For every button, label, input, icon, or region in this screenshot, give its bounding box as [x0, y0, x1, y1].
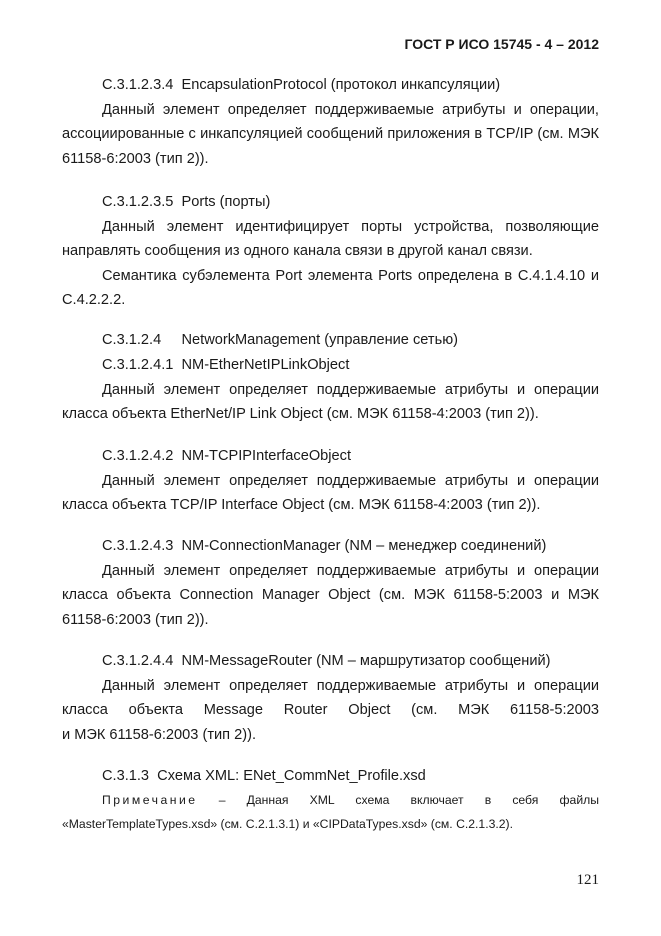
paragraph-line: класса объекта Message Router Object (см. МЭК 61158-5:2003: [62, 702, 599, 718]
paragraph-line: Данный элемент идентифицирует порты устройства, позволяющие: [102, 218, 599, 235]
section-heading: C.3.1.2.3.4 EncapsulationProtocol (протокол инкапсуляции): [102, 77, 501, 93]
section-heading: C.3.1.2.4.3 NM-ConnectionManager (NM – менеджер соединений): [102, 538, 547, 554]
document-header: ГОСТ Р ИСО 15745 - 4 – 2012: [404, 36, 599, 52]
paragraph-line: C.4.2.2.2.: [62, 292, 126, 308]
section: [62, 353, 599, 427]
paragraph: [62, 98, 599, 172]
paragraph-line: Данный элемент определяет поддерживаемые атрибуты и операции: [102, 677, 599, 694]
section: [62, 444, 599, 518]
paragraph: [62, 215, 599, 264]
paragraph: [62, 264, 599, 313]
section-heading: C.3.1.2.4.1 NM-EtherNetIPLinkObject: [102, 357, 350, 373]
section: [62, 649, 599, 747]
paragraph-line: Данный элемент определяет поддерживаемые атрибуты и операции: [102, 381, 599, 398]
page-number: 121: [576, 872, 599, 888]
paragraph-line: Семантика субэлемента Port элемента Ports определена в C.4.1.4.10 и: [102, 267, 599, 284]
paragraph-line: Данный элемент определяет поддерживаемые атрибуты и операции: [102, 562, 599, 579]
paragraph-line: 61158-6:2003 (тип 2)).: [62, 150, 209, 167]
note-line-1: [62, 788, 599, 813]
paragraph-line: направлять сообщения из одного канала связи в другой канал связи.: [62, 243, 533, 259]
paragraph-line: класса объекта EtherNet/IP Link Object (см. МЭК 61158-4:2003 (тип 2)).: [62, 406, 539, 422]
section-heading: C.3.1.3 Схема XML: ENet_CommNet_Profile.xsd: [102, 768, 426, 784]
paragraph: [62, 674, 599, 748]
note: [62, 788, 599, 835]
section: [62, 73, 599, 171]
paragraph-line: и МЭК 61158-6:2003 (тип 2)).: [62, 726, 257, 743]
section: [62, 534, 599, 632]
section-heading: C.3.1.2.3.5 Ports (порты): [102, 194, 271, 210]
note-text: – Данная XML схема включает в себя файлы: [218, 793, 599, 807]
paragraph-line: Данный элемент определяет поддерживаемые атрибуты и операции: [102, 472, 599, 489]
paragraph-line: Данный элемент определяет поддерживаемые атрибуты и операции,: [102, 101, 599, 118]
section: [62, 328, 599, 353]
section-heading: C.3.1.2.4 NetworkManagement (управление сетью): [102, 332, 459, 348]
paragraph: [62, 378, 599, 427]
section-heading: C.3.1.2.4.4 NM-MessageRouter (NM – маршрутизатор сообщений): [102, 653, 551, 669]
note-line-2: «MasterTemplateTypes.xsd» (см. C.2.1.3.1) и «CIPDataTypes.xsd» (см. C.2.1.3.2).: [62, 816, 513, 831]
section: [62, 190, 599, 313]
paragraph-line: 61158-6:2003 (тип 2)).: [62, 611, 209, 628]
paragraph: [62, 469, 599, 518]
section: [62, 764, 599, 789]
paragraph-line: ассоциированные с инкапсуляцией сообщений приложения в TCP/IP (см. МЭК: [62, 126, 599, 142]
section-heading: C.3.1.2.4.2 NM-TCPIPInterfaceObject: [102, 448, 351, 464]
note-label: Примечание: [102, 793, 198, 807]
paragraph-line: класса объекта TCP/IP Interface Object (см. МЭК 61158-4:2003 (тип 2)).: [62, 497, 541, 513]
paragraph-line: класса объекта Connection Manager Object (см. МЭК 61158-5:2003 и МЭК: [62, 587, 599, 603]
paragraph: [62, 559, 599, 633]
